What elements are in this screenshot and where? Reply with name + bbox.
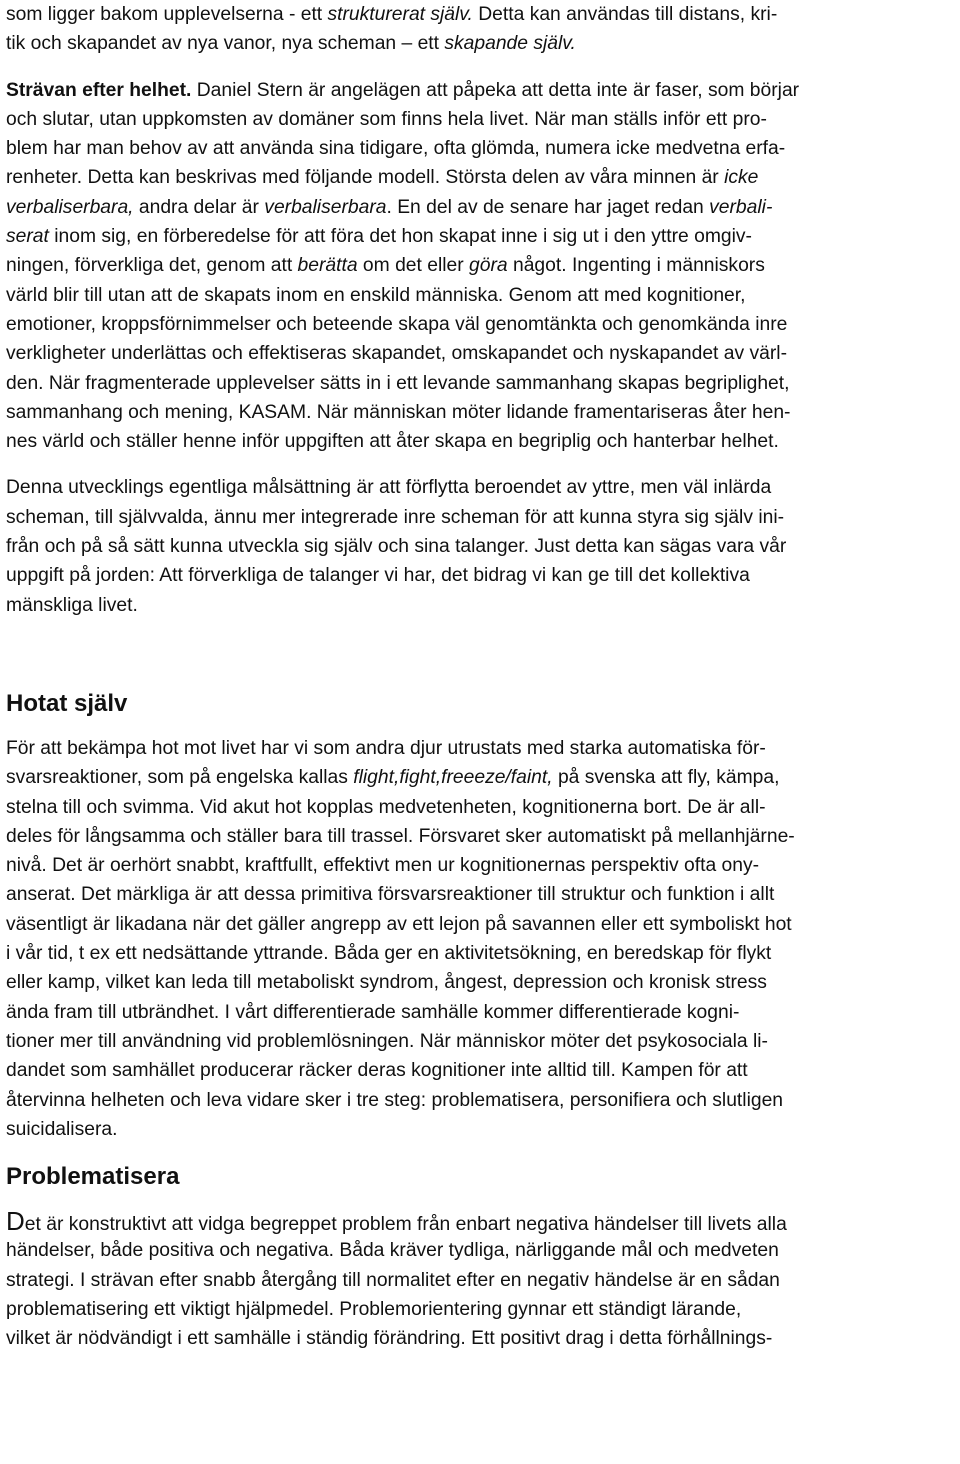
text-run: Denna utvecklings egentliga målsättning är att förflytta beroendet av yttre, men väl inlärda xyxy=(6,477,772,499)
text-run: nes värld och ställer henne inför uppgiften att åter skapa en begriplig och hanterbar helhet. xyxy=(6,431,779,453)
text-run: eller kamp, vilket kan leda till metaboliskt syndrom, ångest, depression och kronisk stress xyxy=(6,972,767,994)
text-line xyxy=(6,1027,956,1056)
text-line xyxy=(6,369,956,398)
paragraph-gap xyxy=(6,59,956,76)
paragraph-strukturerat-sjalv xyxy=(6,0,956,59)
text-run: i vår tid, t ex ett nedsättande yttrande. Båda ger en aktivitetsökning, en beredskap för flykt xyxy=(6,943,772,965)
text-run: händelser, både positiva och negativa. Båda kräver tydliga, närliggande mål och medveten xyxy=(6,1240,779,1262)
text-line xyxy=(6,1236,956,1265)
text-line xyxy=(6,532,956,561)
text-line xyxy=(6,1086,956,1115)
text-run: För att bekämpa hot mot livet har vi som andra djur utrustats med starka automatiska för- xyxy=(6,737,766,759)
text-run: något. Ingenting i människors xyxy=(507,255,765,277)
text-run: mänskliga livet. xyxy=(6,594,138,616)
text-line xyxy=(6,427,956,456)
italic-text: göra xyxy=(469,255,508,277)
text-run: från och på så sätt kunna utveckla sig själv och sina talanger. Just detta kan sägas vara vår xyxy=(6,536,787,558)
text-run: uppgift på jorden: Att förverkliga de talanger vi har, det bidrag vi kan ge till det kollektiva xyxy=(6,565,750,587)
text-line xyxy=(6,398,956,427)
text-run: suicidalisera. xyxy=(6,1118,118,1140)
text-run: på svenska att fly, kämpa, xyxy=(552,767,780,789)
text-run: verkligheter underlättas och effektiseras skapandet, omskapandet och nyskapandet av värl- xyxy=(6,343,787,365)
italic-text: strukturerat själv. xyxy=(327,4,473,25)
text-run: om det eller xyxy=(357,255,470,277)
text-line xyxy=(6,1295,956,1324)
text-run: deles för långsamma och ställer bara till trassel. Försvaret sker automatiskt på mellanhjärne- xyxy=(6,825,795,847)
text-run: svarsreaktioner, som på engelska kallas xyxy=(6,767,354,789)
text-run: problematisering ett viktigt hjälpmedel. Problemorientering gynnar ett ständigt lärande, xyxy=(6,1298,742,1320)
italic-text: serat xyxy=(6,226,49,248)
text-run: Daniel Stern är angelägen att påpeka att detta inte är faser, som börjar xyxy=(191,79,800,101)
heading-gap xyxy=(6,1193,956,1207)
text-run: som ligger bakom upplevelserna - ett xyxy=(6,4,328,25)
text-run: renheter. Detta kan beskrivas med följande modell. Största delen av våra minnen är xyxy=(6,167,725,189)
text-run: återvinna helheten och leva vidare sker i tre steg: problematisera, personifiera och slutligen xyxy=(6,1089,784,1111)
text-line xyxy=(6,591,956,620)
text-run: och slutar, utan uppkomsten av domäner som finns hela livet. När man ställs inför ett pro- xyxy=(6,108,767,130)
text-line xyxy=(6,851,956,880)
text-run: väsentligt är likadana när det gäller angrepp av ett lejon på savannen eller ett symboliskt hot xyxy=(6,913,792,935)
text-line xyxy=(6,561,956,590)
text-line xyxy=(6,1207,956,1236)
text-line xyxy=(6,998,956,1027)
text-run: stelna till och svimma. Vid akut hot kopplas medvetenheten, kognitionerna bort. De är all- xyxy=(6,796,766,818)
italic-text: icke xyxy=(724,167,759,189)
italic-text: skapande själv. xyxy=(444,33,576,55)
text-line xyxy=(6,1324,956,1353)
text-run: nivå. Det är oerhört snabbt, kraftfullt, effektivt men ur kognitionernas perspektiv ofta ony- xyxy=(6,855,760,877)
text-line xyxy=(6,968,956,997)
initial-letter: D xyxy=(6,1206,25,1237)
text-line xyxy=(6,310,956,339)
text-run: scheman, till självvalda, ännu mer integrerade inre scheman för att kunna styra sig själv ini- xyxy=(6,506,785,528)
text-run: sammanhang och mening, KASAM. När människan möter lidande framentariseras åter hen- xyxy=(6,401,791,423)
paragraph-gap xyxy=(6,1144,956,1161)
heading-problematisera: Problematisera xyxy=(6,1163,180,1191)
text-line xyxy=(6,193,956,222)
text-line xyxy=(6,339,956,368)
text-run: . En del av de senare har jaget redan xyxy=(386,196,710,218)
text-run: värld blir till utan att de skapats inom en enskild människa. Genom att med kognitioner, xyxy=(6,284,746,306)
text-run: vilket är nödvändigt i ett samhälle i ständig förändring. Ett positivt drag i detta förhållnings- xyxy=(6,1328,773,1350)
text-run: andra delar är xyxy=(133,196,265,218)
bold-text: Strävan efter helhet. xyxy=(6,79,192,101)
paragraph-problematisera xyxy=(6,1207,956,1353)
text-run: ningen, förverkliga det, genom att xyxy=(6,255,298,277)
text-run: tioner mer till användning vid problemlösningen. När människor möter det psykosociala li- xyxy=(6,1030,768,1052)
paragraph-stravan-efter-helhet xyxy=(6,76,956,457)
text-line xyxy=(6,880,956,909)
text-run: den. När fragmenterade upplevelser sätts in i ett levande sammanhang skapas begriplighet, xyxy=(6,372,790,394)
section-gap xyxy=(6,620,956,688)
text-line xyxy=(6,105,956,134)
text-line xyxy=(6,222,956,251)
text-line xyxy=(6,1115,956,1144)
text-run: Detta kan användas till distans, kri- xyxy=(472,4,778,25)
text-run: dandet som samhället producerar räcker deras kognitioner inte alltid till. Kampen för att xyxy=(6,1060,748,1082)
text-line xyxy=(6,29,956,58)
text-line xyxy=(6,939,956,968)
heading-hotat-sjalv: Hotat själv xyxy=(6,689,128,717)
text-line xyxy=(6,163,956,192)
text-run: anserat. Det märkliga är att dessa primitiva försvarsreaktioner till struktur och funktion i allt xyxy=(6,884,775,906)
text-run: strategi. I strävan efter snabb återgång till normalitet efter en negativ händelse är en sådan xyxy=(6,1269,780,1291)
text-run: inom sig, en förberedelse för att föra det hon skapat inne i sig ut i den yttre omgiv- xyxy=(48,226,752,248)
text-run: et är konstruktivt att vidga begreppet problem från enbart negativa händelser till livets alla xyxy=(24,1214,787,1236)
text-line xyxy=(6,793,956,822)
text-run: tik och skapandet av nya vanor, nya scheman – ett xyxy=(6,33,445,55)
text-line xyxy=(6,763,956,792)
text-run: blem har man behov av att använda sina tidigare, ofta glömda, numera icke medvetna erfa- xyxy=(6,138,786,160)
italic-text: verbaliserbara, xyxy=(6,196,134,218)
text-line xyxy=(6,473,956,502)
paragraph-utvecklingens-malsattning xyxy=(6,473,956,619)
text-line xyxy=(6,1056,956,1085)
paragraph-hotat-sjalv xyxy=(6,734,956,1144)
text-line xyxy=(6,503,956,532)
text-line xyxy=(6,76,956,105)
text-run: ända fram till utbrändhet. I vårt differentierade samhälle kommer differentierade kogni- xyxy=(6,1001,740,1023)
text-line xyxy=(6,0,956,29)
text-line xyxy=(6,281,956,310)
text-line xyxy=(6,910,956,939)
italic-text: verbaliserbara xyxy=(264,196,387,218)
text-run: emotioner, kroppsförnimmelser och beteende skapa väl genomtänkta och genomkända inre xyxy=(6,313,788,335)
text-line xyxy=(6,134,956,163)
text-line xyxy=(6,1266,956,1295)
text-line xyxy=(6,734,956,763)
italic-text: verbali- xyxy=(709,196,773,218)
italic-text: berätta xyxy=(297,255,358,277)
heading-gap xyxy=(6,720,956,734)
paragraph-gap xyxy=(6,456,956,473)
italic-text: flight,fight,freeeze/faint, xyxy=(353,767,553,789)
text-line xyxy=(6,251,956,280)
text-line xyxy=(6,822,956,851)
